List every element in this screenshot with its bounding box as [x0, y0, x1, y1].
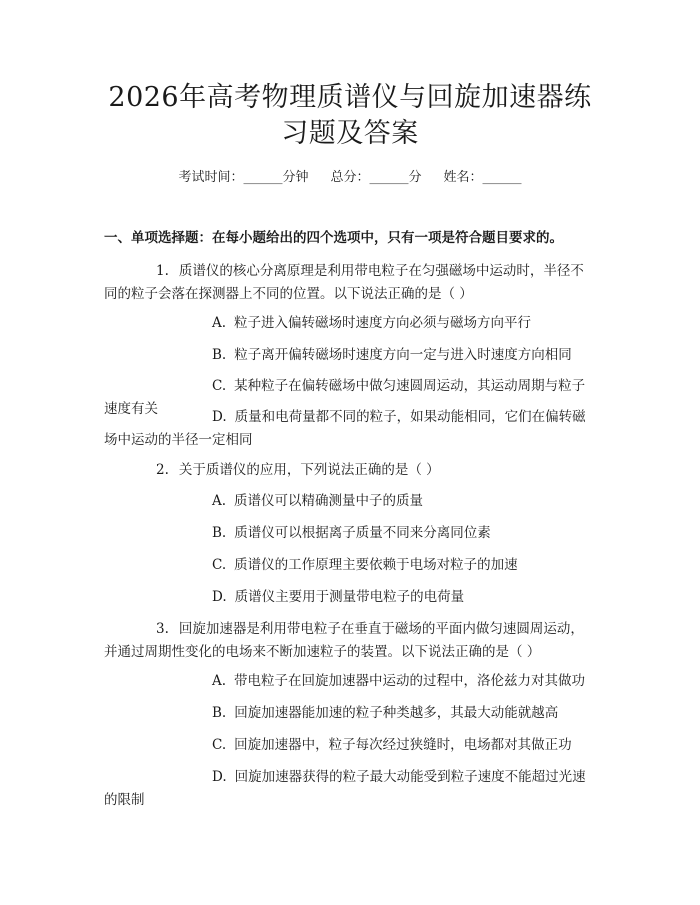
- total-score-blank: ______: [369, 170, 409, 185]
- option-letter: B.: [212, 347, 227, 363]
- option-text: 粒子离开偏转磁场时速度方向一定与进入时速度方向相同: [234, 347, 572, 363]
- option-letter: D.: [212, 589, 227, 605]
- question-2-option-c: [104, 554, 596, 577]
- section-heading: 一、单项选择题：在每小题给出的四个选项中，只有一项是符合题目要求的。: [104, 230, 563, 246]
- option-letter: A.: [212, 493, 227, 509]
- name-blank: ______: [482, 170, 522, 185]
- option-text: 质谱仪可以根据离子质量不同来分离同位素: [234, 525, 491, 541]
- question-text: 质谱仪的核心分离原理是利用带电粒子在匀强磁场中运动时，半径不同的粒子会落在探测器上不同的位置。以下说法正确的是（ ）: [104, 263, 584, 302]
- option-letter: C.: [212, 557, 227, 573]
- question-1-option-a: [104, 312, 596, 335]
- question-text: 关于质谱仪的应用，下列说法正确的是（ ）: [178, 462, 440, 478]
- question-3-stem: [104, 618, 596, 664]
- name-label: 姓名：: [443, 170, 483, 185]
- question-3-option-b: [104, 702, 596, 725]
- option-text: 质谱仪可以精确测量中子的质量: [234, 493, 424, 509]
- exam-time-label: 考试时间：: [178, 170, 244, 185]
- exam-time-unit: 分钟: [282, 170, 309, 185]
- option-letter: A.: [212, 673, 227, 689]
- question-1-option-b: [104, 344, 596, 367]
- exam-info: [104, 168, 596, 188]
- question-3-option-a: [104, 670, 596, 693]
- total-score-label: 总分：: [330, 170, 370, 185]
- page-title: 2026年高考物理质谱仪与回旋加速器练习题及答案: [108, 82, 592, 149]
- option-letter: B.: [212, 525, 227, 541]
- option-text: 回旋加速器能加速的粒子种类越多，其最大动能就越高: [234, 705, 559, 721]
- option-text: 带电粒子在回旋加速器中运动的过程中，洛伦兹力对其做功: [234, 673, 586, 689]
- total-score-unit: 分: [408, 170, 422, 185]
- option-text: 回旋加速器获得的粒子最大动能受到粒子速度不能超过光速的限制: [104, 769, 586, 808]
- option-text: 质谱仪主要用于测量带电粒子的电荷量: [234, 589, 465, 605]
- option-letter: C.: [212, 737, 227, 753]
- option-text: 质谱仪的工作原理主要依赖于电场对粒子的加速: [234, 557, 518, 573]
- question-2-option-d: [104, 586, 596, 609]
- option-text: 回旋加速器中，粒子每次经过狭缝时，电场都对其做正功: [234, 737, 572, 753]
- question-number: 1.: [156, 263, 169, 279]
- exam-time-blank: ______: [243, 170, 283, 185]
- option-letter: A.: [212, 315, 227, 331]
- question-2-option-b: [104, 522, 596, 545]
- option-letter: C.: [212, 378, 227, 394]
- question-number: 2.: [156, 462, 169, 478]
- option-text: 质量和电荷量都不同的粒子，如果动能相同，它们在偏转磁场中运动的半径一定相同: [104, 409, 586, 448]
- option-text: 粒子进入偏转磁场时速度方向必须与磁场方向平行: [234, 315, 532, 331]
- option-letter: D.: [212, 769, 227, 785]
- question-1-stem: [104, 260, 596, 306]
- option-text: 某种粒子在偏转磁场中做匀速圆周运动，其运动周期与粒子速度有关: [104, 378, 586, 417]
- question-2-option-a: [104, 490, 596, 513]
- question-3-option-c: [104, 734, 596, 757]
- question-1-option-d: [104, 406, 596, 452]
- question-3-option-d: [104, 766, 596, 812]
- option-letter: B.: [212, 705, 227, 721]
- option-letter: D.: [212, 409, 227, 425]
- question-text: 回旋加速器是利用带电粒子在垂直于磁场的平面内做匀速圆周运动，并通过周期性变化的电场来不断加速粒子的装置。以下说法正确的是（ ）: [104, 621, 584, 660]
- question-2-stem: [104, 459, 596, 482]
- question-number: 3.: [156, 621, 169, 637]
